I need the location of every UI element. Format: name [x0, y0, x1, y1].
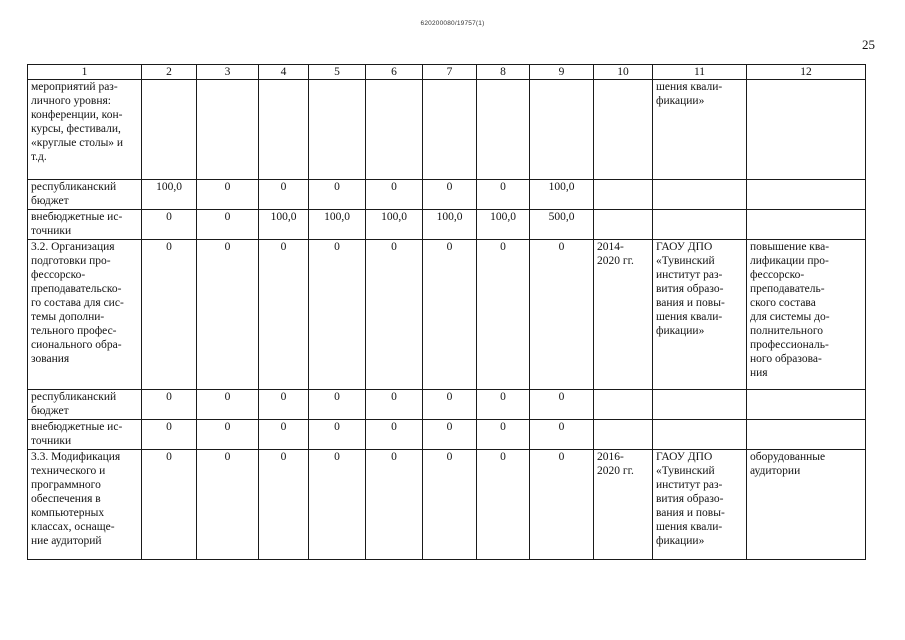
table-cell: 0 [423, 420, 477, 450]
table-cell: республиканский бюджет [28, 180, 142, 210]
table-cell: 100,0 [142, 180, 197, 210]
header-cell: 4 [259, 65, 309, 80]
table-cell: повышение ква- лификации про- фессорско- преподаватель- ского состава для системы до- полнительного профессиональ- ного образова- ния [747, 240, 866, 390]
table-cell: 0 [477, 420, 530, 450]
table-cell [477, 80, 530, 180]
header-cell: 9 [530, 65, 594, 80]
table-cell: 0 [197, 180, 259, 210]
table-cell: 0 [530, 240, 594, 390]
header-cell: 7 [423, 65, 477, 80]
table-row [28, 240, 866, 390]
table-cell: 0 [197, 420, 259, 450]
table-cell: 0 [530, 450, 594, 560]
table-cell: 3.2. Организация подготовки про- фессорско- преподавательско- го состава для сис- темы дополни- тельного профес- сионального обра- зования [28, 240, 142, 390]
table-cell [259, 80, 309, 180]
table-cell: 3.3. Модификация технического и программного обеспечения в компьютерных классах, оснаще- ние аудиторий [28, 450, 142, 560]
table-cell: 0 [477, 390, 530, 420]
table-cell [594, 180, 653, 210]
table-cell: 0 [197, 450, 259, 560]
table-cell [594, 390, 653, 420]
table-cell [747, 420, 866, 450]
header-cell: 1 [28, 65, 142, 80]
table-cell: внебюджетные ис- точники [28, 210, 142, 240]
table-cell [653, 420, 747, 450]
table-cell: 0 [309, 180, 366, 210]
table-cell: 100,0 [309, 210, 366, 240]
table-cell: ГАОУ ДПО «Тувинский институт раз- вития образо- вания и повы- шения квали- фикации» [653, 240, 747, 390]
table-cell: 0 [366, 450, 423, 560]
table-row [28, 180, 866, 210]
table-cell: 100,0 [366, 210, 423, 240]
table-cell: 0 [530, 420, 594, 450]
table-cell: 0 [142, 390, 197, 420]
table-cell: 0 [366, 420, 423, 450]
table-cell: 0 [309, 420, 366, 450]
table-cell: шения квали- фикации» [653, 80, 747, 180]
table-cell [653, 210, 747, 240]
table-cell: 0 [197, 240, 259, 390]
table-body [28, 65, 866, 560]
table-cell: внебюджетные ис- точники [28, 420, 142, 450]
table-cell: 0 [142, 210, 197, 240]
table-cell: 0 [423, 390, 477, 420]
table-row [28, 450, 866, 560]
header-cell: 10 [594, 65, 653, 80]
page-number: 25 [862, 37, 875, 52]
table-cell [653, 390, 747, 420]
table-cell: 100,0 [259, 210, 309, 240]
table-cell [747, 80, 866, 180]
header-cell: 12 [747, 65, 866, 80]
table-cell: 0 [530, 390, 594, 420]
table-cell: 0 [259, 180, 309, 210]
table-cell [142, 80, 197, 180]
table-cell: 0 [366, 240, 423, 390]
table-cell [594, 420, 653, 450]
table-cell [747, 180, 866, 210]
table-cell: 500,0 [530, 210, 594, 240]
table-cell: 0 [477, 180, 530, 210]
document-code: 620200080/19757(1) [420, 20, 485, 27]
table-cell: 0 [259, 420, 309, 450]
table-cell [197, 80, 259, 180]
table-cell: 0 [423, 240, 477, 390]
table-cell: 0 [366, 180, 423, 210]
table-cell: 0 [142, 420, 197, 450]
table-cell: ГАОУ ДПО «Тувинский институт раз- вития образо- вания и повы- шения квали- фикации» [653, 450, 747, 560]
table-cell: 0 [309, 240, 366, 390]
table-cell [594, 210, 653, 240]
table-cell: 0 [197, 210, 259, 240]
table-cell: 0 [259, 450, 309, 560]
header-row [28, 65, 866, 80]
header-cell: 6 [366, 65, 423, 80]
table-cell [530, 80, 594, 180]
table-row [28, 80, 866, 180]
table-cell: мероприятий раз- личного уровня: конференции, кон- курсы, фестивали, «круглые столы» и т.д. [28, 80, 142, 180]
header-cell: 2 [142, 65, 197, 80]
table-cell: 0 [366, 390, 423, 420]
header-cell: 3 [197, 65, 259, 80]
table-cell: 100,0 [423, 210, 477, 240]
table-cell [747, 210, 866, 240]
table-cell: 0 [142, 450, 197, 560]
table-cell: 0 [423, 450, 477, 560]
table-cell: 0 [142, 240, 197, 390]
table-cell: 0 [259, 390, 309, 420]
table-cell: республиканский бюджет [28, 390, 142, 420]
table-row [28, 420, 866, 450]
table-cell [653, 180, 747, 210]
table-cell: 0 [309, 390, 366, 420]
table-cell [309, 80, 366, 180]
table-cell: 0 [477, 450, 530, 560]
table-cell [747, 390, 866, 420]
table-cell [366, 80, 423, 180]
table-cell: 2016- 2020 гг. [594, 450, 653, 560]
table-cell: 0 [309, 450, 366, 560]
table-cell: 100,0 [477, 210, 530, 240]
table-cell: оборудованные аудитории [747, 450, 866, 560]
table-cell: 0 [477, 240, 530, 390]
table-cell: 100,0 [530, 180, 594, 210]
table-cell: 0 [423, 180, 477, 210]
table-cell: 2014- 2020 гг. [594, 240, 653, 390]
table-cell [594, 80, 653, 180]
header-cell: 8 [477, 65, 530, 80]
header-cell: 11 [653, 65, 747, 80]
table-cell [423, 80, 477, 180]
header-cell: 5 [309, 65, 366, 80]
table-row [28, 210, 866, 240]
table-cell: 0 [197, 390, 259, 420]
table-cell: 0 [259, 240, 309, 390]
table-row [28, 390, 866, 420]
program-table [27, 64, 866, 560]
